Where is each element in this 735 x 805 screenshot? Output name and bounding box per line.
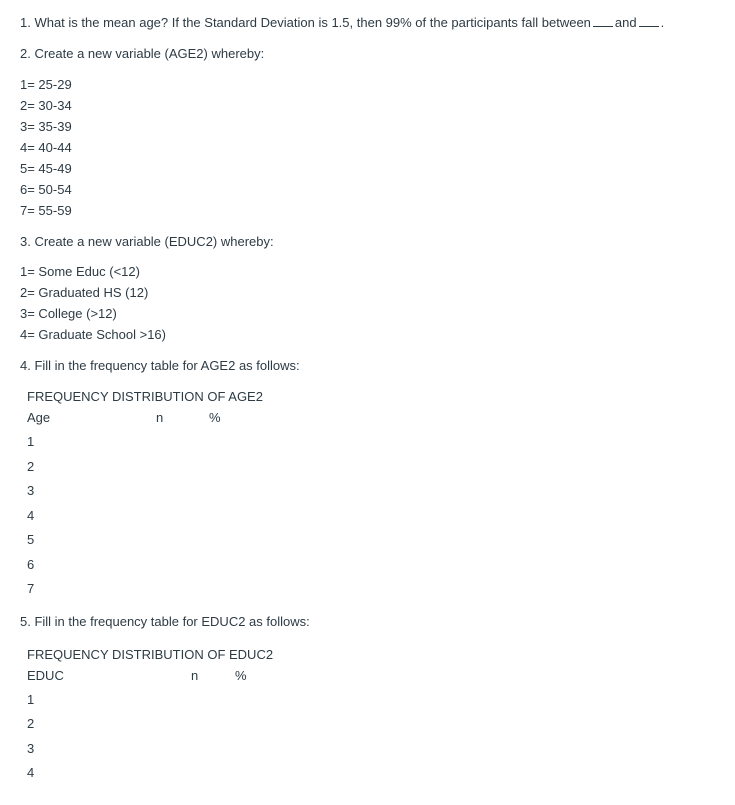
question-4: 4. Fill in the frequency table for AGE2 as follows: <box>20 358 300 373</box>
list-item: 7= 55-59 <box>20 203 72 218</box>
table-row: 5 <box>27 532 35 547</box>
question-5: 5. Fill in the frequency table for EDUC2 as follows: <box>20 613 310 629</box>
table-row: 2 <box>27 716 35 731</box>
table-row: 7 <box>27 581 35 596</box>
question-1 <box>20 14 720 32</box>
question-3: 3. Create a new variable (EDUC2) whereby: <box>20 234 274 249</box>
question-1-and: and <box>614 15 637 30</box>
list-item: 4= 40-44 <box>20 140 72 155</box>
list-item: 3= 35-39 <box>20 119 72 134</box>
question-1-end: . <box>660 15 665 30</box>
table-row: 1 <box>27 434 35 449</box>
question-1-text: 1. What is the mean age? If the Standard Deviation is 1.5, then 99% of the participants fall between <box>20 15 591 30</box>
table-row: 3 <box>27 483 35 498</box>
table-row: 2 <box>27 458 35 474</box>
table-row: 6 <box>27 556 35 572</box>
table-title: FREQUENCY DISTRIBUTION OF AGE2 <box>27 389 263 404</box>
list-item: 3= College (>12) <box>20 306 117 321</box>
age2-category-list <box>20 74 720 221</box>
educ2-frequency-table <box>27 646 720 786</box>
age2-frequency-table <box>27 388 720 602</box>
list-item: 4= Graduate School >16) <box>20 327 166 342</box>
list-item: 1= 25-29 <box>20 77 72 92</box>
table-row: 4 <box>27 765 35 780</box>
table-header <box>27 664 720 688</box>
table-row: 3 <box>27 740 35 756</box>
educ2-category-list <box>20 261 720 345</box>
list-item: 1= Some Educ (<12) <box>20 264 140 279</box>
column-header-percent: % <box>209 410 221 425</box>
question-2: 2. Create a new variable (AGE2) whereby: <box>20 46 265 61</box>
answer-blank-2 <box>639 14 659 27</box>
column-header-age: Age <box>27 410 51 425</box>
list-item: 2= 30-34 <box>20 98 72 113</box>
column-header-educ: EDUC <box>27 667 64 683</box>
table-header <box>27 406 720 430</box>
table-row: 1 <box>27 691 35 707</box>
column-header-percent: % <box>235 667 247 683</box>
column-header-n: n <box>156 410 164 425</box>
list-item: 2= Graduated HS (12) <box>20 285 149 300</box>
document-body <box>20 14 720 786</box>
table-title: FREQUENCY DISTRIBUTION OF EDUC2 <box>27 646 274 662</box>
list-item: 6= 50-54 <box>20 182 72 197</box>
answer-blank-1 <box>593 14 613 27</box>
column-header-n: n <box>191 667 199 683</box>
table-row: 4 <box>27 507 35 523</box>
list-item: 5= 45-49 <box>20 161 72 176</box>
